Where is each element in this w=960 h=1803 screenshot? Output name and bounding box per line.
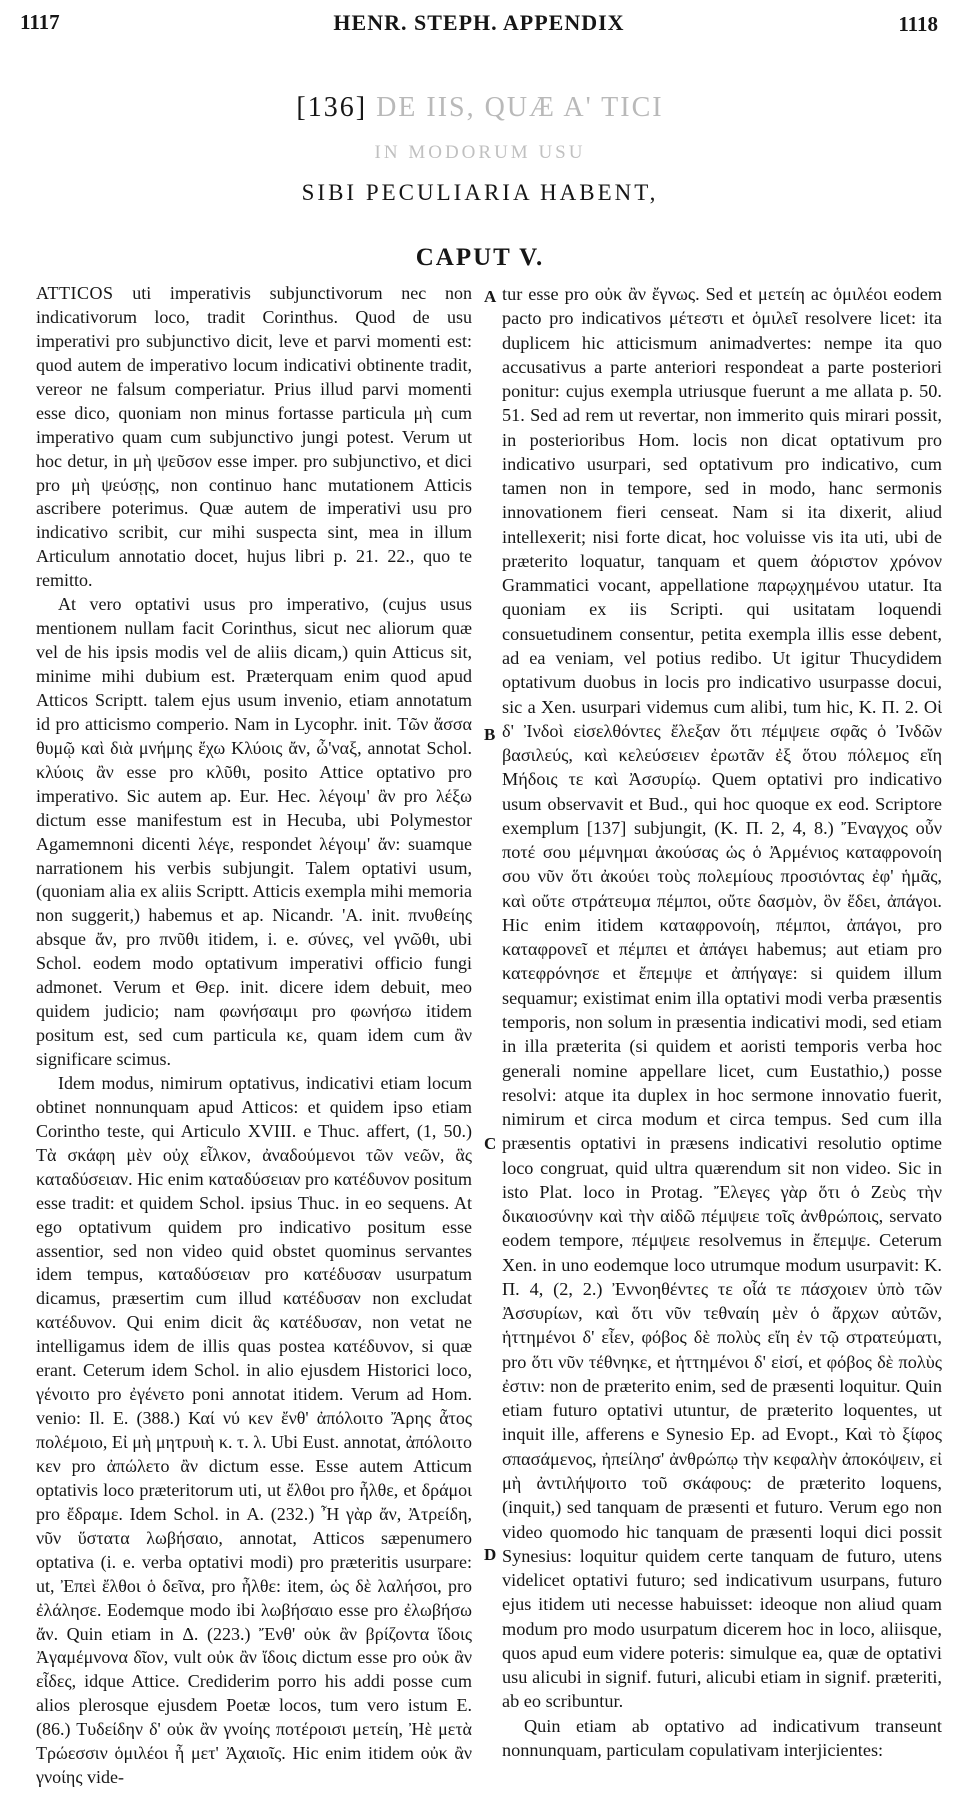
title-line-2: IN MODORUM USU: [374, 142, 586, 163]
right-column: [502, 282, 942, 1762]
margin-letter-b: B: [484, 725, 496, 744]
section-number: [136]: [296, 92, 368, 123]
margin-letter-d: D: [484, 1545, 497, 1564]
left-paragraph-1-text: uti imperativis subjunctivorum nec non indicativorum loco, tradit Corinthus. Quod de usu imperativi pro subjunctivo dicit, leve et parvi momenti est: quod autem de imperativo locum indicativi obtinente tradit, vereor ne falsum comperiatur. Prius illud parvi momenti esse dico, quoniam non minus fortasse particula μὴ cum imperativo quam cum subjunctivo jungi potest. Verum ut hoc detur, in μὴ ψεῦσον esse imper. pro subjunctivo, et dici pro μὴ ψεύσῃς, non continuo hanc mutationem Atticis ascribere poterimus. Quæ autem de imperativi usu pro indicativo scribit, cur mihi suspecta sint, mea in illum Articulum annotatio docet, hujus libri p. 21. 22., quo te remitto.: [36, 283, 472, 591]
title-text-1: DE IIS, QUÆ A' TICI: [376, 92, 664, 123]
chapter-number: CAPUT V.: [415, 244, 545, 271]
left-paragraph-3: Idem modus, nimirum optativus, indicativi etiam locum obtinet nonnunquam apud Atticos: et quidem ipso etiam Corintho teste, qui Articulo XVIII. e Thuc. affert, (1, 50.) Τὰ σκάφη μὲν οὐχ εἷλκον, ἀναδούμενοι τῶν νεῶν, ἃς καταδύσειαν. Hic enim καταδύσειαν pro κατέδυνον positum esse tradit: et quidem Schol. ipsius Thuc. in eo sequens. At ego optativum quidem pro indicativo positum esse assentior, sed non video quid obstet quominus servantes idem tempus, καταδύσειαν pro κατέδυσαν usurpatum dicamus, præsertim cum illud κατέδυσαν non excludat κατέδυνον. Qui enim dicit ἃς κατέδυσαν, non vetat ne intelligamus idem de illis quas postea κατέδυνον, si quæ erant. Ceterum idem Schol. in alio ejusdem Historici loco, γένοιτο pro ἐγένετο poni annotat itidem. Verum ad Hom. venio: Il. Ε. (388.) Καί νύ κεν ἔνθ' ἀπόλοιτο Ἄρης ἆτος πολέμοιο, Εἰ μὴ μητρυιὴ κ. τ. λ. Ubi Eust. annotat, ἀπόλοιτο κεν pro ἀπώλετο ἂν dictum esse. Esse autem Atticum optativis loco præteritorum uti, ut ἔλθοι pro ἦλθε, et δράμοι pro ἔδραμε. Idem Schol. in Α. (232.) Ἦ γὰρ ἄν, Ἀτρείδη, νῦν ὕστατα λωβήσαιο, annotat, Atticos sæpenumero optativa (i. e. verba optativi modi) pro præteritis usurpare: ut, Ἐπεὶ ἔλθοι ὁ δεῖνα, pro ἦλθε: item, ὡς δὲ λαλήσοι, pro ἐλάλησε. Eodemque modo ibi λωβήσαιο esse pro ἐλωβήσω ἄν. Quin etiam in Δ. (223.) Ἔνθ' οὐκ ἂν βρίζοντα ἴδοις Ἀγαμέμνονα δῖον, vult οὐκ ἂν ἴδοις dictum esse pro οὐκ ἂν εἶδες, idque Attice. Crediderim porro his addi posse cum alios plerosque ejusdem Poetæ locos, tum vero istum Ε. (86.) Τυδείδην δ' οὐκ ἂν γνοίης ποτέροισι μετείη, Ἠὲ μετὰ Τρώεσσιν ὁμιλέοι ἦ μετ' Ἀχαιοῖς. Hic enim itidem οὐκ ἂν γνοίης vide-: [36, 1072, 472, 1788]
left-column: [36, 282, 472, 1790]
margin-letter-a: A: [484, 287, 497, 306]
page-header: [20, 10, 938, 42]
running-title: HENR. STEPH. APPENDIX: [333, 10, 625, 35]
left-paragraph-2: At vero optativi usus pro imperativo, (cujus usus mentionem nullam facit Corinthus, sicut nec aliorum quæ vel de his ipsis modis vel de aliis dicam,) quin Atticus sit, minime mihi dubium est. Præterquam enim quod apud Atticos Scriptt. talem ejus usum invenio, etiam annotatum id pro atticismo comperio. Nam in Lycophr. init. Τῶν ἄσσα θυμῷ καὶ διὰ μνήμης ἔχω Κλύοις ἄν, ὦ'ναξ, annotat Schol. κλύοις ἂν esse pro κλῦθι, posito Attice optativo pro imperativo. Sic autem ap. Eur. Hec. λέγοιμ' ἂν pro λέξω dictum esse manifestum est in Hecuba, ubi Polymestor Agamemnoni dicenti λέγε, respondet λέγοιμ' ἄν: suamque narrationem his verbis subjungit. Talem optativi usum, (quoniam alia ex aliis Scriptt. Atticis exempla mihi memoria non suggerit,) habemus et ap. Nicandr. 'Α. init. πνυθείης absque ἄν, pro πνῦθι itidem, i. e. σύνες, vel γνῶθι, ubi Schol. eodem modo optativum imperativi officio fungi admonet. Verum et Θερ. init. dicere idem debuit, meo quidem judicio; nam φωνήσαιμι pro φωνήσω itidem positum est, sed cum particula κε, quam idem cum ἂν significare scimus.: [36, 594, 472, 1069]
right-paragraph-2: Quin etiam ab optativo ad indicativum transeunt nonnunquam, particulam copulativam interjicientes:: [502, 1715, 942, 1760]
chapter-heading: [0, 92, 960, 272]
page-number-right: 1118: [898, 12, 938, 36]
right-paragraph-1: tur esse pro οὐκ ἂν ἔγνως. Sed et μετείη ac ὁμιλέοι eodem pacto pro indicativos μέτεστι et ὁμιλεῖ resolvere licet: ita duplicem hic atticismum animadvertes: nempe ita quo accusativus a parte anteriori respondeat a parte posteriori ponitur: cujus exempla utriusque fuerunt a me allata p. 50. 51. Sed ad rem ut revertar, non immerito quis mirari possit, in posterioribus Hom. locis non dicat optativum pro indicativo usurpari, sed optativum pro indicativo, cum tamen non in tempore, sed in modo, hanc sermonis innovationem fieri censeat. Nam si ita dixerit, aliud intellexerit; nisi forte dicat, hoc voluisse vis ita uti, ubi de præterito loquatur, tanquam et quem ἀόριστον χρόνον Grammatici vocant, appellatione παρῳχημένου utatur. Ita quoniam ex iis Scripti. qui usitatam loquendi consuetudinem consentur, petita exempla illis esse debent, ad ea veniam, vel potius redibo. Ut igitur Thucydidem optativum duobus in locis pro indicativo usurpasse docui, sic a Xen. usurpari videmus cum alibi, tum hic, Κ. Π. 2. Οἱ δ' Ἰνδοὶ εἰσελθόντες ἔλεξαν ὅτι πέμψειε σφᾶς ὁ Ἰνδῶν βασιλεύς, καὶ κελεύσειεν ἐρωτᾶν ἐξ ὅτου πόλεμος εἴη Μήδοις τε καὶ Ἀσσυρίῳ. Quem optativi pro indicativo usum observavit et Bud., qui hoc quoque ex eod. Scriptore exemplum [137] subjungit, (Κ. Π. 2, 4, 8.) Ἔναγχος οὖν ποτέ σου μέμνημαι ἀκούσας ὡς ὁ Ἀρμένιος καταφρονοίη σου νῦν ὅτι ἀκούει τοὺς πολεμίους προσιόντας ἐφ' ἡμᾶς, καὶ οὔτε στράτευμα πέμποι, οὔτε δασμὸν, ὃν ἔδει, ἀπάγοι. Hic enim itidem καταφρονοίη, πέμποι, ἀπάγοι, pro καταφρονεῖ et πέμπει et ἀπάγει habemus; aut etiam pro κατεφρόνησε et ἔπεμψε et ἀπήγαγε: si quidem illum sequamur; existimat enim illa optativi modi verba præsentis temporis, non solum in præsentia indicativi modi, sed etiam in illa præterita (si quidem et aoristi temporis verba hoc generali nomine appellare licet, cum Eustathio,) posse resolvi: atque ita duplex in hoc sermone innovatio fuerit, nimirum et circa modum et circa tempus. Sed cum illa præsentis optativi in præsens indicativi resolutio optime loco congruat, quid ultra quærendum sit non video. Sic in isto Plat. loco in Protag. Ἔλεγες γὰρ ὅτι ὁ Ζεὺς τὴν δικαιοσύνην καὶ τὴν αἰδῶ πέμψειε τοῖς ἀνθρώποις, servato eodem tempore, πέμψειε resolvemus in ἔπεμψε. Ceterum Xen. in uno eodemque loco utrumque modum usurpavit: Κ. Π. 4, (2, 2.) Ἐννοηθέντες τε οἷά τε πάσχοιεν ὑπὸ τῶν Ἀσσυρίων, καὶ ὅτι νῦν τεθναίη μὲν ὁ ἄρχων αὐτῶν, ἡττημένοι δ' εἶεν, φόβος δὲ πολὺς εἴη ἐν τῷ στρατεύματι, pro ὅτι νῦν τέθνηκε, et ἡττημένοι δ' εἰσί, et φόβος δὲ πολὺς ἐστιν: non de præterito enim, sed de præsenti loquitur. Quin etiam futuro optativi utuntur, de præterito loquentes, ut inquit ille, afferens e Synesio Ep. ad Evopt., Καὶ τὸ ξίφος σπασάμενος, ἠπείλησ' ἀνθρώπῳ τὴν κεφαλὴν ἀποκόψειν, εἰ μὴ ἀντιλήψοιτο τοῦ σκάφους: de præterito loquens, (inquit,) sed tanquam de præsenti et futuro. Verum ego non video quomodo hic tanquam de præsenti loqui dici possit Synesius: loquitur quidem certe tanquam de futuro, utens videlicet optativi futuro; sed indicativum usurpans, futuro ejus itidem uti necesse habuisset: ideoque non aliud quam modum pro modo usurpatum dicerem hoc in loco, aliisque, quos apud eum videre poteris: simulque ea, quæ de optativi usu alicubi in signif. futuri, alicubi etiam in signif. præteriti, ab eo scribuntur.: [502, 284, 942, 1712]
page-number-left: 1117: [20, 10, 60, 34]
title-line-3: SIBI PECULIARIA HABENT,: [301, 180, 659, 205]
left-paragraph-1: [36, 282, 472, 593]
margin-letter-c: C: [484, 1134, 497, 1153]
title-line-1: [0, 92, 960, 124]
lead-word: ATTICOS: [36, 283, 114, 303]
